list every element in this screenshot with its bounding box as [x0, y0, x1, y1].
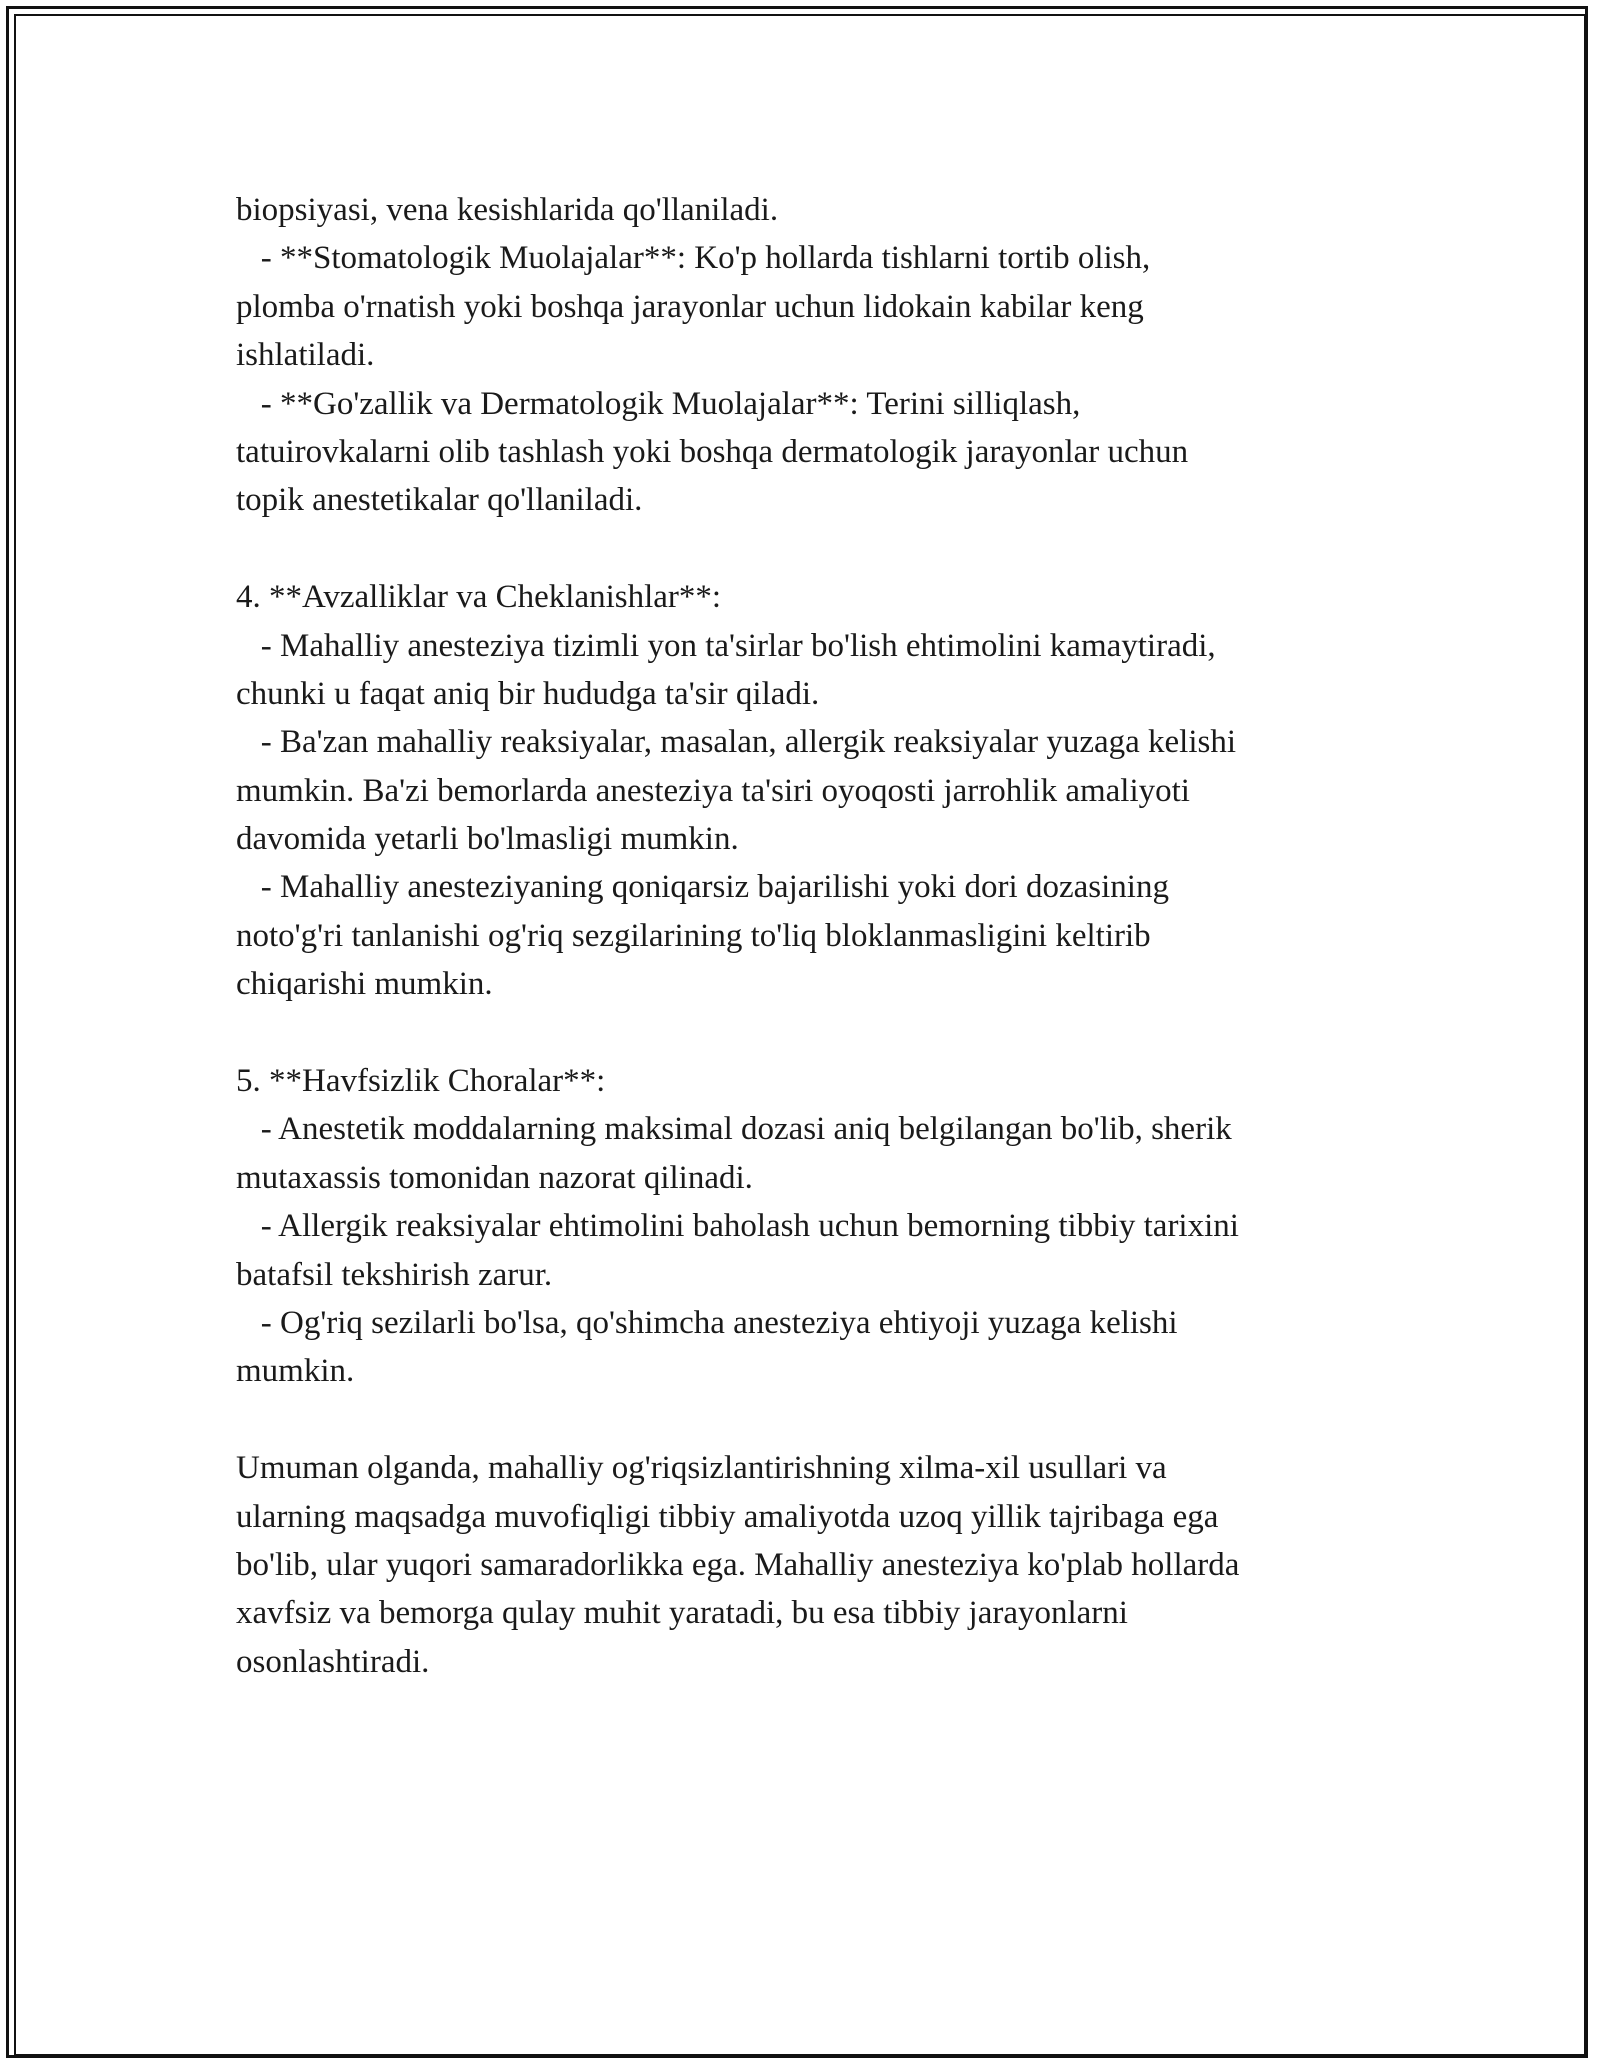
text-line: tatuirovkalarni olib tashlash yoki boshqa dermatologik jarayonlar uchun [236, 433, 1189, 470]
conclusion-line: Umuman olganda, mahalliy og'riqsizlantirishning xilma-xil usullari va [236, 1450, 1167, 1487]
conclusion-line: osonlashtiradi. [236, 1643, 430, 1680]
conclusion-line: xavfsiz va bemorga qulay muhit yaratadi, bu esa tibbiy jarayonlarni [236, 1595, 1128, 1632]
text-line: topik anestetikalar qo'llaniladi. [236, 482, 643, 519]
text-line: mutaxassis tomonidan nazorat qilinadi. [236, 1159, 753, 1196]
section-heading: 5. **Havfsizlik Choralar**: [236, 1063, 606, 1100]
text-line: - Og'riq sezilarli bo'lsa, qo'shimcha anesteziya ehtiyoji yuzaga kelishi [236, 1304, 1178, 1341]
text-line: batafsil tekshirish zarur. [236, 1256, 553, 1293]
text-line: mumkin. [236, 1353, 355, 1390]
text-line: - Mahalliy anesteziyaning qoniqarsiz bajarilishi yoki dori dozasining [236, 869, 1169, 906]
text-line: mumkin. Ba'zi bemorlarda anesteziya ta'siri oyoqosti jarrohlik amaliyoti [236, 772, 1190, 809]
text-line: - **Stomatologik Muolajalar**: Ko'p hollarda tishlarni tortib olish, [236, 240, 1151, 277]
text-line: - Ba'zan mahalliy reaksiyalar, masalan, allergik reaksiyalar yuzaga kelishi [236, 724, 1237, 761]
text-line: noto'g'ri tanlanishi og'riq sezgilarining to'liq bloklanmasligini keltirib [236, 917, 1151, 954]
text-line: davomida yetarli bo'lmasligi mumkin. [236, 821, 739, 858]
text-line: ishlatiladi. [236, 337, 375, 374]
blank-line [236, 1009, 1406, 1057]
text-line: biopsiyasi, vena kesishlarida qo'llaniladi. [236, 192, 779, 228]
conclusion-line: bo'lib, ular yuqori samaradorlikka ega. Mahalliy anesteziya ko'plab hollarda [236, 1546, 1240, 1583]
text-line: - Mahalliy anesteziya tizimli yon ta'sirlar bo'lish ehtimolini kamaytiradi, [236, 627, 1216, 664]
text-line: - **Go'zallik va Dermatologik Muolajalar**: Terini silliqlash, [236, 385, 1081, 422]
section-heading: 4. **Avzalliklar va Cheklanishlar**: [236, 579, 722, 616]
text-line: - Allergik reaksiyalar ehtimolini baholash uchun bemorning tibbiy tarixini [236, 1208, 1239, 1245]
text-line: chiqarishi mumkin. [236, 966, 493, 1003]
text-line: chunki u faqat aniq bir hududga ta'sir qiladi. [236, 675, 820, 712]
text-line: plomba o'rnatish yoki boshqa jarayonlar uchun lidokain kabilar keng [236, 288, 1144, 325]
document-body [236, 186, 1406, 1686]
blank-line [236, 525, 1406, 573]
text-line: - Anestetik moddalarning maksimal dozasi aniq belgilangan bo'lib, sherik [236, 1111, 1232, 1148]
blank-line [236, 1396, 1406, 1444]
conclusion-line: ularning maqsadga muvofiqligi tibbiy amaliyotda uzoq yillik tajribaga ega [236, 1498, 1219, 1535]
